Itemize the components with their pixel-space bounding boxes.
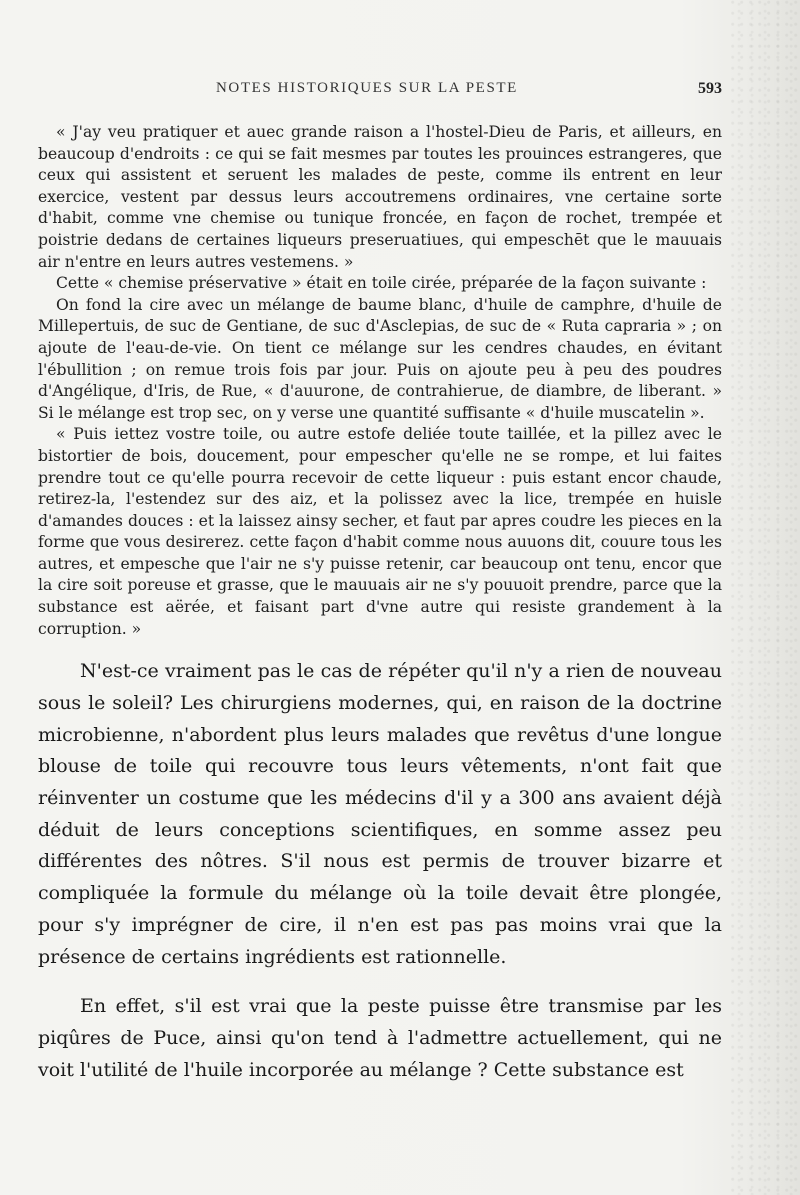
main-paragraph: En effet, s'il est vrai que la peste puisse être transmise par les piqûres de Puce, ainsi qu'on tend à l'admettre actuellement, qui ne voit l'utilité de l'huile incorporée au mélange ? Cette substance est bbox=[38, 995, 722, 1081]
quote-paragraph: On fond la cire avec un mélange de baume blanc, d'huile de camphre, d'huile de Millepertuis, de suc de Gentiane, de suc d'Asclepias, de suc de « Ruta capraria » ; on ajoute de l'eau-de-vie. On tient ce mélange sur les cendres chaudes, en évitant l'ébullition ; on remue trois fois par jour. Puis on ajoute peu à peu des poudres d'Angélique, d'Iris, de Rue, « d'auurone, de contrahierue, de diambre, de liberant. » Si le mélange est trop sec, on y verse une quantité suffisante « d'huile muscatelin ». bbox=[38, 295, 722, 422]
page-edge-bleed bbox=[730, 0, 800, 1195]
paragraph-gap bbox=[38, 973, 722, 991]
running-title: NOTES HISTORIQUES SUR LA PESTE bbox=[216, 80, 518, 96]
quote-paragraph: Cette « chemise préservative » était en toile cirée, préparée de la façon suivante : bbox=[56, 274, 707, 293]
body-text bbox=[38, 122, 722, 1086]
page-number: 593 bbox=[698, 80, 722, 97]
main-paragraph: N'est-ce vraiment pas le cas de répéter qu'il n'y a rien de nouveau sous le soleil? Les chirurgiens modernes, qui, en raison de la doctrine microbienne, n'abordent plus leurs malades que revêtus d'une longue blouse de toile qui recouvre tous leurs vêtements, n'ont fait que réinventer un costume que les médecins d'il y a 300 ans avaient déjà déduit de leurs conceptions scientifiques, en somme assez peu différentes des nôtres. S'il nous est permis de trouver bizarre et compliquée la formule du mélange où la toile devait être plongée, pour s'y imprégner de cire, il n'en est pas pas moins vrai que la présence de certains ingrédients est rationnelle. bbox=[38, 660, 722, 968]
main-passage bbox=[38, 656, 722, 1086]
quote-paragraph: « J'ay veu pratiquer et auec grande raison a l'hostel-Dieu de Paris, et ailleurs, en beaucoup d'endroits : ce qui se fait mesmes par toutes les prouinces estrangeres, que ceux qui assistent et seruent les malades de peste, comme ils entrent en leur exercice, vestent par dessus leurs accoutremens ordinaires, vne certaine sorte d'habit, comme vne chemise ou tunique froncée, en façon de rochet, trempée et poistrie dedans de certaines liqueurs preseruatiues, qui empeschēt que le mauuais air n'entre en leurs autres vestemens. » bbox=[38, 123, 722, 271]
page-header bbox=[0, 80, 800, 102]
quote-paragraph: « Puis iettez vostre toile, ou autre estofe deliée toute taillée, et la pillez avec le bistortier de bois, doucement, pour empescher qu'elle ne se rompe, et lui faites prendre tout ce qu'elle pourra recevoir de cette liqueur : puis estant encor chaude, retirez-la, l'estendez sur des aiz, et la polissez avec la lice, trempée en huisle d'amandes douces : et la laissez ainsy secher, et faut par apres coudre les pieces en la forme que vous desirerez. cette façon d'habit comme nous auuons dit, couure tous les autres, et empesche que l'air ne s'y puisse retenir, car beaucoup ont tenu, encor que la cire soit poreuse et grasse, que le mauuais air ne s'y pouuoit prendre, parce que la substance est aërée, et faisant part d'vne autre qui resiste grandement à la corruption. » bbox=[38, 425, 722, 638]
quoted-passage bbox=[38, 122, 722, 640]
section-gap bbox=[38, 640, 722, 656]
